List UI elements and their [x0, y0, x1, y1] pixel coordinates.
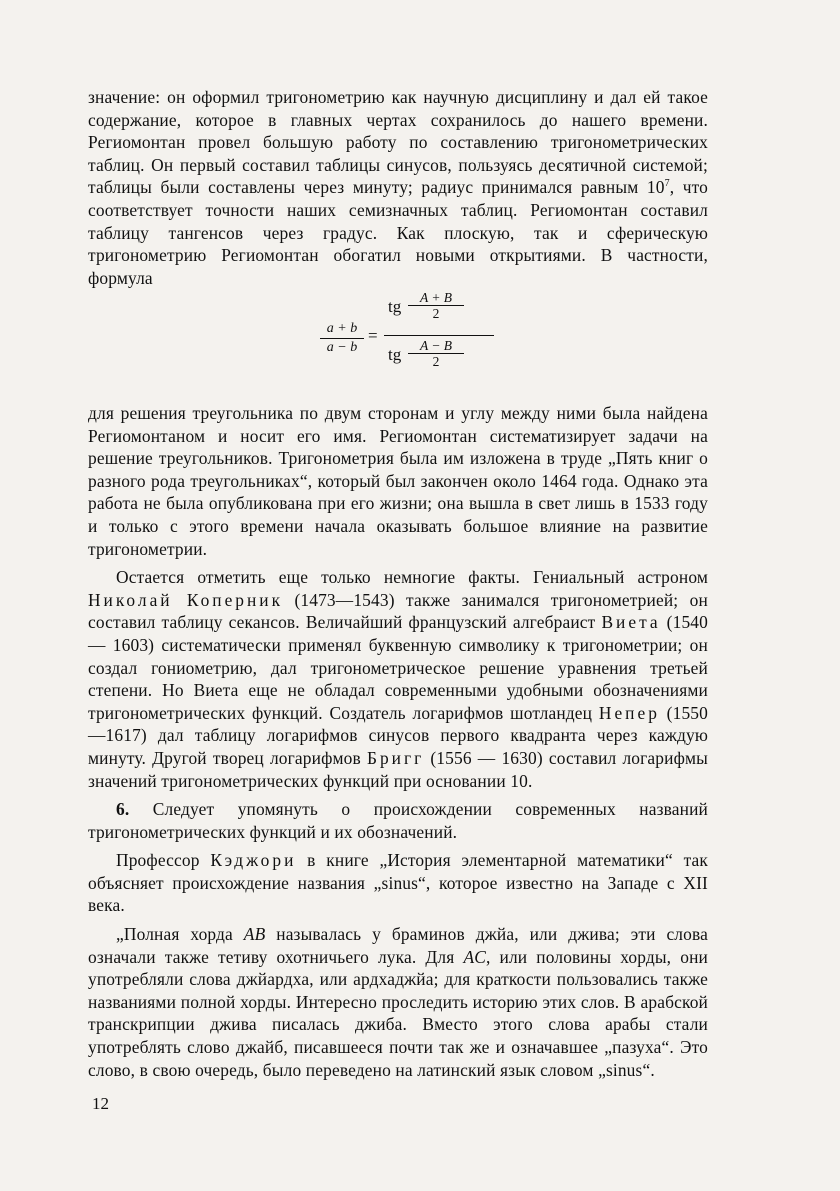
equals-sign: =	[368, 326, 378, 345]
name-cajori: Кэджори	[210, 850, 297, 871]
text-block-top	[88, 86, 708, 289]
rhs-fraction-bar	[384, 335, 494, 336]
name-briggs: Бригг	[367, 747, 425, 768]
page-number: 12	[92, 1094, 109, 1113]
exponent: 7	[664, 178, 670, 190]
tangent-top: tg	[388, 297, 402, 316]
paragraph-section-6: 6. Следует упомянуть о происхождении современных названий тригонометрических функций и их обозначений.	[88, 799, 708, 842]
paragraph-other-facts: Остается отметить еще только немногие факты. Гениальный астроном Николай Коперник (1473—1543) также занимался тригонометрией; он составил таблицу секансов. Величайший французский алгебраист Виета (1540 — 1603) систематически применял буквенную символику к тригонометрии; он создал гониометрию, дал тригонометрическое решение уравнения третьей степени. Но Виета еще не обладал современными удобными обозначениями тригонометрических функций. Создатель логарифмов шотландец Непер (1550—1617) дал таблицу логарифмов синусов первого квадранта через каждую минуту. Другой творец логарифмов Бригг (1556 — 1630) составил логарифмы значений тригонометрических функций при основании 10.	[88, 567, 708, 791]
chord-ac: AC	[463, 946, 486, 967]
regiomontanus-formula	[320, 290, 510, 390]
name-vieta: Виета	[601, 612, 661, 633]
paragraph-regiomontanus: значение: он оформил тригонометрию как научную дисциплину и дал ей такое содержание, которое в главных чертах сохранилось до нашего времени. Региомонтан провел большую работу по составлению тригонометрических таблиц. Он первый составил таблицы синусов, пользуясь десятичной системой; таблицы были составлены через минуту; радиус принимался равным $10^7$, что соответствует точности наших семизначных таблиц. Региомонтан составил таблицу тангенсов через градус. Как плоскую, так и сферическую тригонометрию Региомонтан обогатил новыми открытиями. В частности, формула	[88, 87, 709, 288]
formula-lhs-fraction	[320, 320, 364, 357]
half-difference-fraction: A − B 2	[408, 338, 464, 369]
paragraph-quote: „Полная хорда AB называлась у браминов джйа, или джива; эти слова означали также тетиву охотничьего лука. Для AC, или половины хорды, они употребляли слова джйардха, или ардхаджйа; для краткости пользовались также названиями полной хорды. Интересно проследить историю этих слов. В арабской транскрипции джива писалась джиба. Вместо этого слова арабы стали употреблять слово джайб, писавшееся почти так же и означавшее „пазуха“. Это слово, в свою очередь, было переведено на латинский язык словом „sinus“.	[88, 924, 708, 1080]
chord-ab: AB	[243, 924, 266, 945]
text-block-bottom	[88, 402, 708, 1081]
half-sum-fraction: A + B 2	[408, 290, 464, 321]
paragraph-cajori: Профессор Кэджори в книге „История элементарной математики“ так объясняет происхождение названия „sinus“, которое известно на Западе с XII века.	[88, 850, 709, 916]
paragraph-formula-name: для решения треугольника по двум сторонам и углу между ними была найдена Региомонтаном и носит его имя. Региомонтан систематизирует задачи на решение треугольников. Тригонометрия была им изложена в труде „Пять книг о разного рода треугольниках“, который был закончен около 1464 года. Однако эта работа не была опубликована при его жизни; она вышла в свет лишь в 1533 году и только с этого времени начала оказывать большое влияние на развитие тригонометрии.	[88, 403, 708, 559]
tangent-bottom: tg	[388, 345, 402, 364]
name-napier: Непер	[598, 702, 660, 723]
name-copernicus: Николай Коперник	[88, 589, 284, 610]
lhs-numerator: a + b	[326, 321, 358, 336]
section-number: 6.	[116, 799, 130, 820]
lhs-denominator: a − b	[326, 340, 358, 355]
